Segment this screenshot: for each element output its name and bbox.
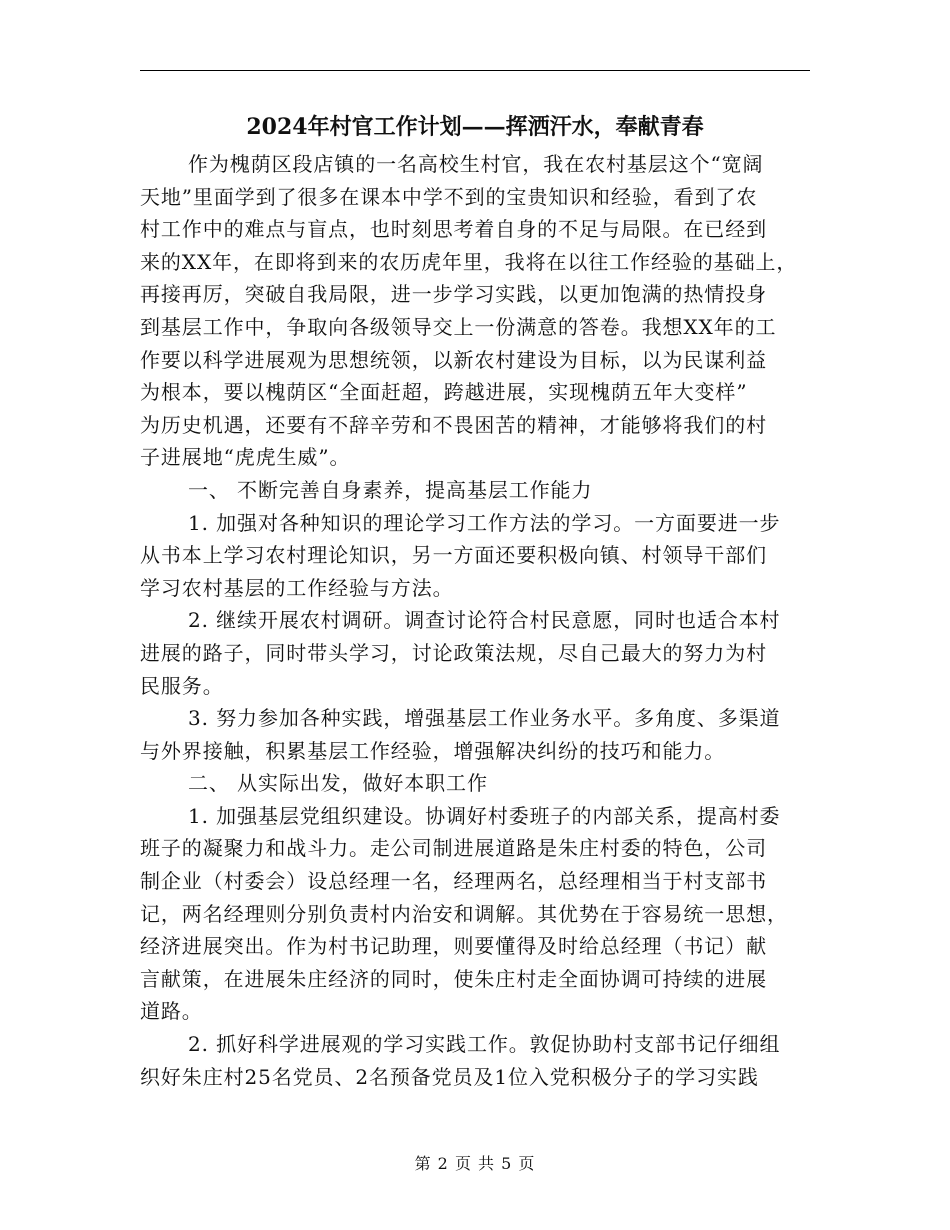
text-line: 学习农村基层的工作经验与方法。 bbox=[140, 575, 454, 600]
text-line: 再接再厉，突破自我局限，进一步学习实践，以更加饱满的热情投身 bbox=[140, 282, 767, 307]
text-line: 班子的凝聚力和战斗力。走公司制进展道路是朱庄村委的特色，公司 bbox=[140, 836, 767, 861]
text-line: 记，两名经理则分别负责村内治安和调解。其优势在于容易统一思想， bbox=[140, 901, 788, 926]
text-line: 2. 抓好科学进展观的学习实践工作。敦促协助村支部书记仔细组 bbox=[188, 1032, 781, 1057]
document-title: 2024年村官工作计划——挥洒汗水，奉献青春 bbox=[246, 114, 704, 140]
page-footer: 第 2 页 共 5 页 bbox=[414, 1154, 536, 1173]
text-line: 进展的路子，同时带头学习，讨论政策法规，尽自己最大的努力为村 bbox=[140, 640, 767, 665]
document-body bbox=[140, 148, 812, 1093]
text-line: 制企业（村委会）设总经理一名，经理两名，总经理相当于村支部书 bbox=[140, 869, 767, 894]
text-line: 2. 继续开展农村调研。调查讨论符合村民意愿，同时也适合本村 bbox=[188, 608, 781, 633]
text-line: 作为槐荫区段店镇的一名高校生村官，我在农村基层这个“宽阔 bbox=[188, 152, 764, 176]
text-line: 经济进展突出。作为村书记助理，则要懂得及时给总经理（书记）献 bbox=[140, 934, 767, 959]
text-line: 民服务。 bbox=[140, 673, 224, 698]
text-line: 来的XX年，在即将到来的农历虎年里，我将在以往工作经验的基础上， bbox=[140, 249, 798, 274]
text-line: 1. 加强基层党组织建设。协调好村委班子的内部关系，提高村委 bbox=[188, 803, 781, 828]
text-line: 3. 努力参加各种实践，增强基层工作业务水平。多角度、多渠道 bbox=[188, 706, 781, 731]
text-line: 为根本，要以槐荫区“全面赶超，跨越进展，实现槐荫五年大变样” bbox=[140, 380, 748, 405]
text-line: 天地”里面学到了很多在课本中学不到的宝贵知识和经验，看到了农 bbox=[140, 184, 758, 209]
text-line: 与外界接触，积累基层工作经验，增强解决纠纷的技巧和能力。 bbox=[140, 738, 726, 763]
text-line: 村工作中的难点与盲点，也时刻思考着自身的不足与局限。在已经到 bbox=[140, 217, 767, 242]
text-line: 织好朱庄村25名党员、2名预备党员及1位入党积极分子的学习实践 bbox=[140, 1064, 759, 1089]
section-heading: 二、 从实际出发，做好本职工作 bbox=[188, 771, 488, 796]
text-line: 子进展地“虎虎生威”。 bbox=[140, 445, 351, 470]
header-rule bbox=[140, 70, 810, 71]
text-line: 道路。 bbox=[140, 999, 203, 1024]
section-heading: 一、 不断完善自身素养，提高基层工作能力 bbox=[188, 477, 593, 502]
text-line: 到基层工作中，争取向各级领导交上一份满意的答卷。我想XX年的工 bbox=[140, 314, 777, 339]
text-line: 言献策，在进展朱庄经济的同时，使朱庄村走全面协调可持续的进展 bbox=[140, 966, 767, 991]
text-line: 为历史机遇，还要有不辞辛劳和不畏困苦的精神，才能够将我们的村 bbox=[140, 412, 767, 437]
text-line: 从书本上学习农村理论知识，另一方面还要积极向镇、村领导干部们 bbox=[140, 543, 767, 568]
text-line: 作要以科学进展观为思想统领，以新农村建设为目标，以为民谋利益 bbox=[140, 347, 767, 372]
text-line: 1. 加强对各种知识的理论学习工作方法的学习。一方面要进一步 bbox=[188, 510, 781, 535]
